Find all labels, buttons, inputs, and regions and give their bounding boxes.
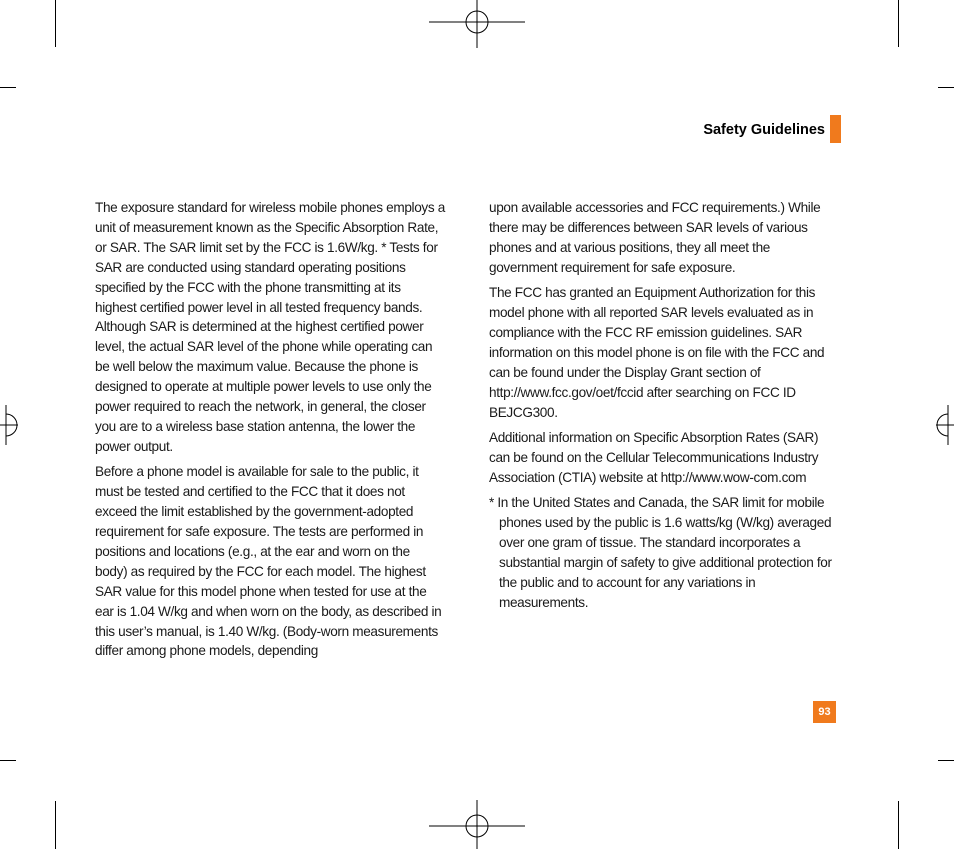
registration-mark-top	[429, 0, 525, 48]
paragraph-ctia-info: Additional information on Specific Absorption Rates (SAR) can be found on the Cellular Telecommunications Industry Association (CTIA) website at http://www.wow-com.com	[489, 429, 819, 485]
paragraph-body-worn-continued: upon available accessories and FCC requirements.) While there may be differences between SAR levels of various phones and at various positions, they all meet the government requirement for safe exposure.	[489, 200, 821, 275]
crop-mark-left-upper	[0, 87, 16, 88]
paragraph-sar-standard: The exposure standard for wireless mobile phones employs a unit of measurement known as the Specific Absorption Rate, or SAR. The SAR limit set by the FCC is 1.6W/kg. * Tests for SAR are conducted using standard operating positions specified by the FCC with the phone transmitting at its highest certified power level in all tested frequency bands. Although SAR is determined at the highest certified power level, the actual SAR level of the phone while operating can be well below the maximum value. Because the phone is designed to operate at multiple power levels to use only the power required to reach the network, in general, the closer you are to a wireless base station antenna, the lower the power output.	[95, 200, 445, 454]
left-text-column	[95, 198, 445, 667]
registration-mark-right	[936, 405, 954, 445]
crop-mark-top-left	[55, 0, 56, 47]
crop-mark-left-lower	[0, 760, 16, 761]
right-text-column	[489, 198, 839, 618]
crop-mark-bottom-right	[898, 801, 899, 849]
crop-mark-right-lower	[938, 760, 954, 761]
registration-mark-bottom	[429, 800, 525, 849]
crop-mark-top-right	[898, 0, 899, 47]
crop-mark-bottom-left	[55, 801, 56, 849]
section-title: Safety Guidelines	[703, 122, 825, 138]
registration-mark-left	[0, 405, 18, 445]
page-number: 93	[813, 701, 836, 723]
crop-mark-right-upper	[938, 87, 954, 88]
paragraph-fcc-authorization: The FCC has granted an Equipment Authorization for this model phone with all reported SAR levels evaluated as in compliance with the FCC RF emission guidelines. SAR information on this model phone is on file with the FCC and can be found under the Display Grant section of http://www.fcc.gov/oet/fccid after searching on FCC ID BEJCG300.	[489, 285, 825, 420]
section-tab-marker	[830, 115, 841, 143]
footnote-sar-limit: * In the United States and Canada, the SAR limit for mobile phones used by the public is 1.6 watts/kg (W/kg) averaged over one gram of tissue. The standard incorporates a substantial margin of safety to give additional protection for the public and to account for any variations in measurements.	[489, 495, 832, 610]
paragraph-testing-certification: Before a phone model is available for sale to the public, it must be tested and certified to the FCC that it does not exceed the limit established by the government-adopted requirement for safe exposure. The tests are performed in positions and locations (e.g., at the ear and worn on the body) as required by the FCC for each model. The highest SAR value for this model phone when tested for use at the ear is 1.04 W/kg and when worn on the body, as described in this user’s manual, is 1.40 W/kg. (Body-worn measurements differ among phone models, depending	[95, 464, 442, 659]
